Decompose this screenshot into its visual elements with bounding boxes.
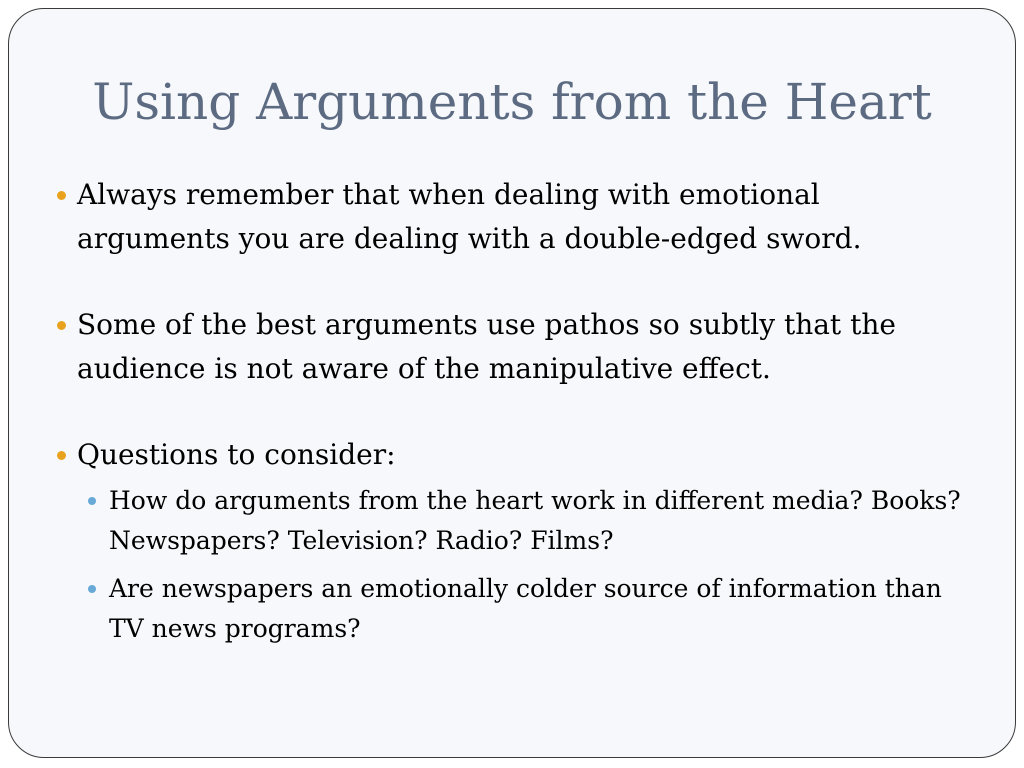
sub-bullet-text: Are newspapers an emotionally colder source of information than TV news programs? xyxy=(109,574,942,643)
bullet-list xyxy=(57,173,967,649)
bullet-item xyxy=(57,303,967,391)
bullet-dot-icon xyxy=(57,321,66,330)
bullet-item xyxy=(57,173,967,261)
sub-bullet-dot-icon xyxy=(88,585,96,593)
bullet-dot-icon xyxy=(57,191,66,200)
slide-title: Using Arguments from the Heart xyxy=(92,73,932,131)
bullet-dot-icon xyxy=(57,451,66,460)
bullet-text: Some of the best arguments use pathos so subtly that the audience is not aware of the manipulative effect. xyxy=(77,308,896,385)
sub-bullet-list xyxy=(77,481,967,649)
bullet-text: Questions to consider: xyxy=(77,438,396,471)
sub-bullet-text: How do arguments from the heart work in different media? Books? Newspapers? Television? Radio? Films? xyxy=(109,486,961,555)
sub-bullet-item xyxy=(77,569,967,649)
bullet-text: Always remember that when dealing with emotional arguments you are dealing with a double-edged sword. xyxy=(77,178,862,255)
bullet-item xyxy=(57,433,967,649)
slide xyxy=(8,8,1016,758)
sub-bullet-dot-icon xyxy=(88,497,96,505)
sub-bullet-item xyxy=(77,481,967,561)
